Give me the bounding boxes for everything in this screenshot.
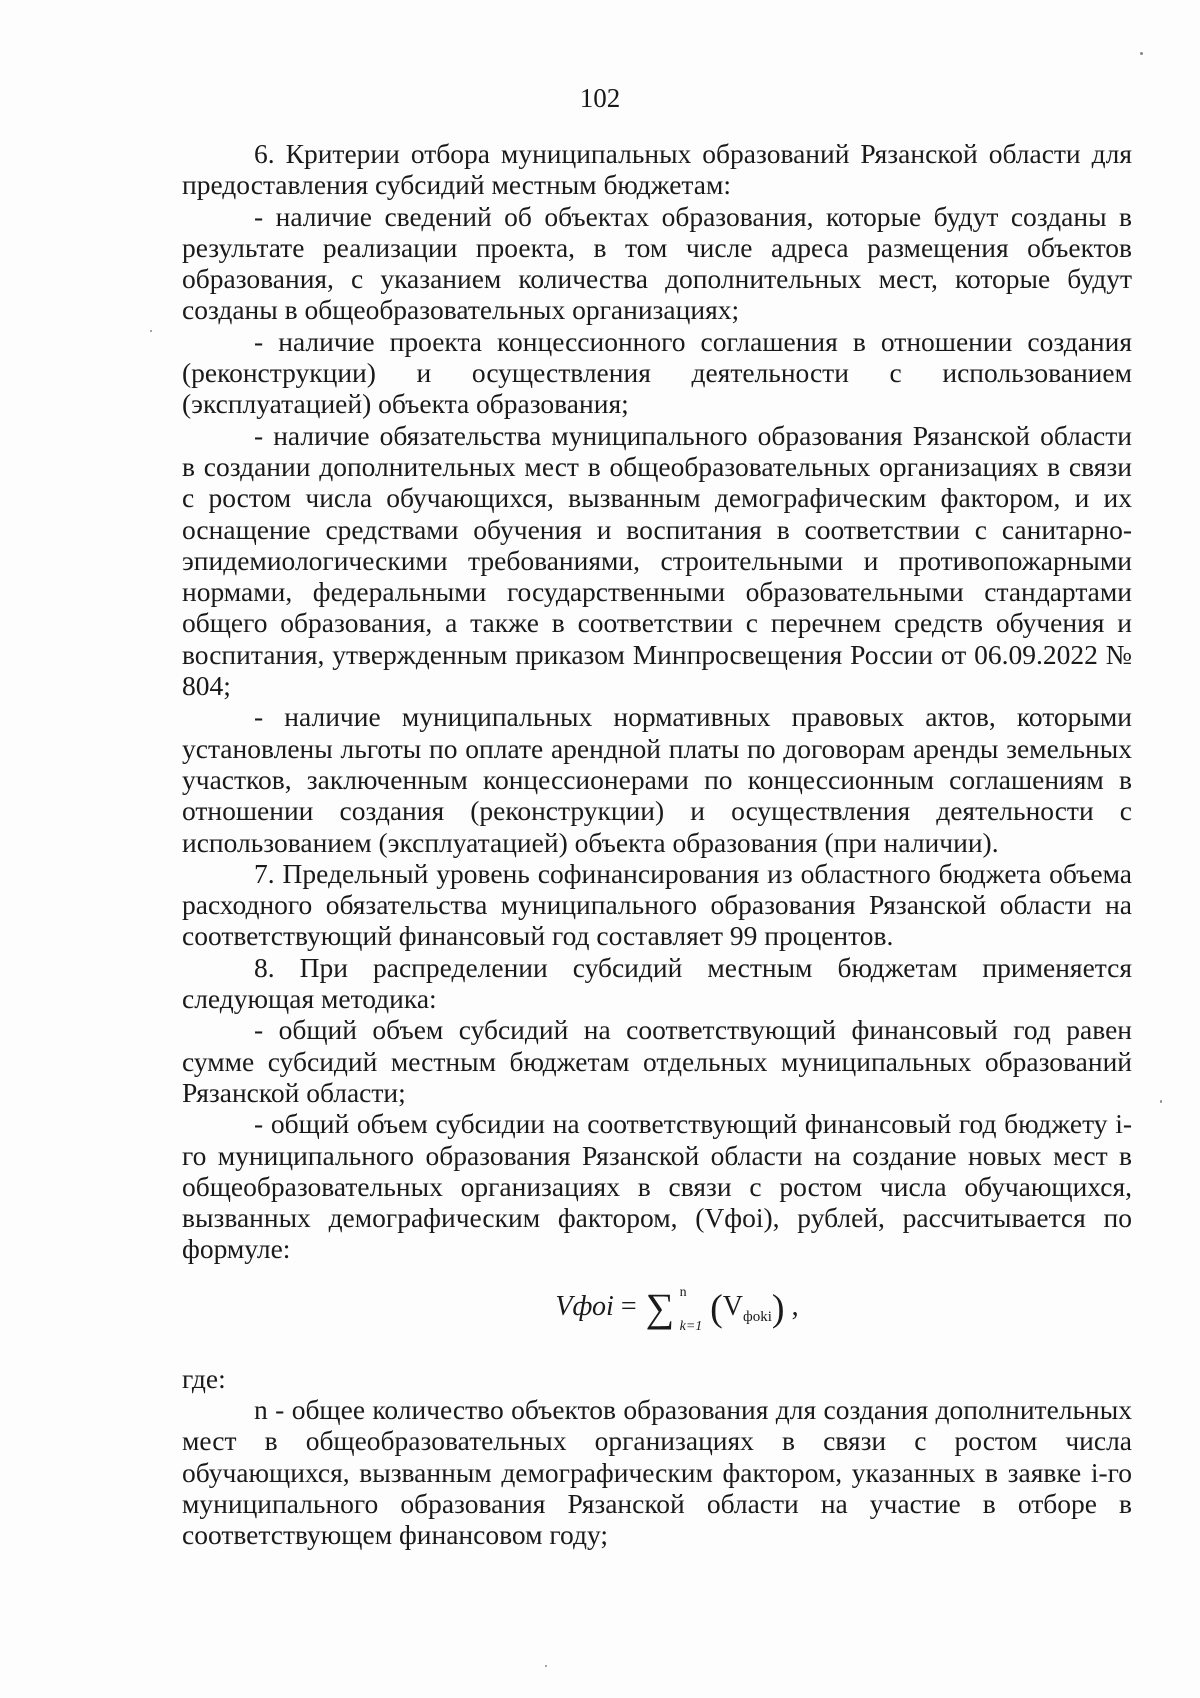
paragraph-methodology: 8. При распределении субсидий местным бюджетам применяется следующая методика:: [182, 951, 1132, 1015]
paragraph-cofinancing-level: 7. Предельный уровень софинансирования из областного бюджета объема расходного обязательства муниципального образования Рязанской области на соответствующий финансовый год составляет 99 процентов.: [182, 857, 1132, 952]
scan-speck: [150, 330, 152, 332]
formula-trailing-comma: ,: [791, 1290, 799, 1322]
definition-n: n - общее количество объектов образования для создания дополнительных мест в общеобразовательных организациях в связи с ростом числа обучающихся, вызванным демографическим фактором, указанных в заявке i-го муниципального образования Рязанской области на участие в отборе в соответствующем финансовом году;: [182, 1393, 1132, 1551]
subsidy-formula: [182, 1277, 1132, 1337]
formula-term-subscript: фоki: [743, 1308, 772, 1325]
sigma-upper-limit: n: [679, 1285, 687, 1301]
scan-speck: [1160, 1100, 1162, 1103]
paragraph-criteria-heading: 6. Критерии отбора муниципальных образований Рязанской области для предоставления субсидий местным бюджетам:: [182, 138, 1132, 201]
formula-term: V: [722, 1290, 744, 1322]
sigma-lower-limit: k=1: [679, 1319, 703, 1335]
formula-lhs: Vфоi: [555, 1290, 614, 1322]
paragraph-total-volume: - общий объем субсидий на соответствующий финансовый год равен сумме субсидий местным бюджетам отдельных муниципальных образований Рязанской области;: [182, 1014, 1132, 1108]
paragraph-criterion-concession: - наличие проекта концессионного соглашения в отношении создания (реконструкции) и осуществления деятельности с использованием (эксплуатацией) объекта образования;: [182, 325, 1132, 420]
formula-equals: =: [620, 1290, 637, 1322]
paragraph-criterion-objects: - наличие сведений об объектах образования, которые будут созданы в результате реализации проекта, в том числе адреса размещения объектов образования, с указанием количества дополнительных мест, которые будут созданы в общеобразовательных организациях;: [182, 200, 1132, 326]
paragraph-criterion-obligation: - наличие обязательства муниципального образования Рязанской области в создании дополнительных мест в общеобразовательных организациях в связи с ростом числа обучающихся, вызванным демографическим фактором, и их оснащение средствами обучения и воспитания в соответствии с санитарно-эпидемиологическими требованиями, строительными и противопожарными нормами, федеральными государственными образовательными стандартами общего образования, а также в соответствии с перечнем средств обучения и воспитания, утвержденным приказом Минпросвещения России от 06.09.2022 № 804;: [182, 419, 1132, 702]
paragraph-criterion-acts: - наличие муниципальных нормативных правовых актов, которыми установлены льготы по оплате арендной платы по договорам аренды земельных участков, заключенным концессионерами по концессионным соглашениям в отношении создания (реконструкции) и осуществления деятельности с использованием (эксплуатацией) объекта образования (при наличии).: [182, 701, 1132, 858]
page-number: 102: [579, 83, 621, 113]
document-body: [182, 138, 1132, 1550]
paragraph-subsidy-formula-intro: - общий объем субсидии на соответствующий финансовый год бюджету i-го муниципального образования Рязанской области на создание новых мест в общеобразовательных организациях в связи с ростом числа обучающихся, вызванных демографическим фактором, (Vфоi), рублей, рассчитывается по формуле:: [182, 1108, 1132, 1265]
formula-open-paren: (: [710, 1287, 723, 1330]
where-label: где:: [182, 1362, 226, 1394]
formula-sigma: [645, 1285, 703, 1335]
scan-speck: [1140, 52, 1143, 55]
formula-close-paren: ): [771, 1287, 785, 1330]
sigma-symbol: ∑: [645, 1285, 675, 1331]
scan-speck: [545, 1665, 547, 1667]
